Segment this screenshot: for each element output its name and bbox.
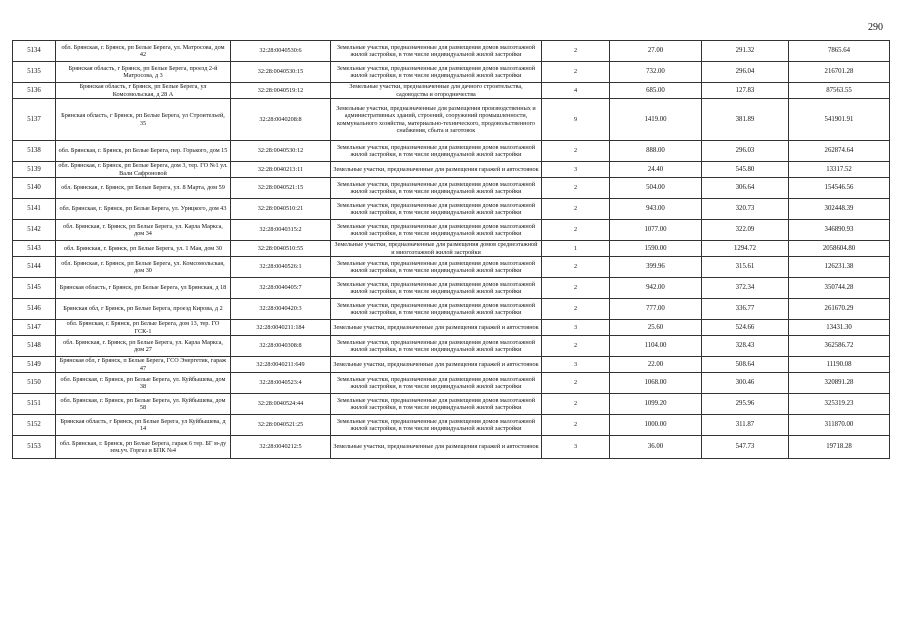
address-cell: обл. Брянская, г. Брянск, рп Белые Берега, ул. Куйбышева, дом 38 bbox=[56, 373, 231, 394]
cadastral-number-cell: 32:28:0040211:184 bbox=[231, 320, 331, 336]
table-row bbox=[13, 394, 890, 415]
address-cell: обл. Брянская, г. Брянск, рп Белые Берега, пер. Горького, дом 15 bbox=[56, 141, 231, 162]
area-cell: 1077.00 bbox=[610, 220, 702, 241]
cadastral-value-cell: 154546.56 bbox=[789, 178, 890, 199]
group-cell: 2 bbox=[542, 278, 610, 299]
area-cell: 399.96 bbox=[610, 257, 702, 278]
specific-value-cell: 336.77 bbox=[702, 299, 789, 320]
address-cell: Брянская обл, г Брянск, п Белые Берега, ГСО Энергетик, гараж 47 bbox=[56, 357, 231, 373]
table-row bbox=[13, 415, 890, 436]
area-cell: 22.00 bbox=[610, 357, 702, 373]
area-cell: 504.00 bbox=[610, 178, 702, 199]
address-cell: обл. Брянская, г. Брянск, рп Белые Берега, ул. Карла Маркса, дом 34 bbox=[56, 220, 231, 241]
cadastral-number-cell: 32:28:0040519:12 bbox=[231, 83, 331, 99]
cadastral-number-cell: 32:28:0040530:15 bbox=[231, 62, 331, 83]
land-use-cell: Земельные участки, предназначенные для размещения домов малоэтажной жилой застройки, в том числе индивидуальной жилой застройки bbox=[331, 278, 542, 299]
address-cell: обл. Брянская, г. Брянск, рп Белые Берега, дом 13, тер. ГО ГСК-1 bbox=[56, 320, 231, 336]
specific-value-cell: 1294.72 bbox=[702, 241, 789, 257]
area-cell: 943.00 bbox=[610, 199, 702, 220]
land-use-cell: Земельные участки, предназначенные для размещения производственных и административных зданий, строений, сооружений промышленности, коммунального хозяйства, материально-технического, продовольственного снабжения, сбыта и заготовок bbox=[331, 99, 542, 141]
group-cell: 2 bbox=[542, 220, 610, 241]
cadastral-value-cell: 126231.38 bbox=[789, 257, 890, 278]
area-cell: 732.00 bbox=[610, 62, 702, 83]
row-number: 5149 bbox=[13, 357, 56, 373]
group-cell: 9 bbox=[542, 99, 610, 141]
land-use-cell: Земельные участки, предназначенные для размещения домов малоэтажной жилой застройки, в том числе индивидуальной жилой застройки bbox=[331, 257, 542, 278]
land-use-cell: Земельные участки, предназначенные для размещения домов малоэтажной жилой застройки, в том числе индивидуальной жилой застройки bbox=[331, 299, 542, 320]
address-cell: Брянская обл, г Брянск, рп Белые Берега, проезд Кирова, д 2 bbox=[56, 299, 231, 320]
table-row bbox=[13, 220, 890, 241]
row-number: 5150 bbox=[13, 373, 56, 394]
land-use-cell: Земельные участки, предназначенные для размещения гаражей и автостоянок bbox=[331, 436, 542, 459]
cadastral-number-cell: 32:28:0040212:5 bbox=[231, 436, 331, 459]
area-cell: 1000.00 bbox=[610, 415, 702, 436]
table-row bbox=[13, 162, 890, 178]
specific-value-cell: 381.89 bbox=[702, 99, 789, 141]
cadastral-number-cell: 32:28:0040523:4 bbox=[231, 373, 331, 394]
address-cell: обл. Брянская, г. Брянск, рп Белые Берега, гараж 6 тер. БГ м-ду зем.уч. Горгаз и БПК №4 bbox=[56, 436, 231, 459]
group-cell: 2 bbox=[542, 373, 610, 394]
land-use-cell: Земельные участки, предназначенные для размещения домов малоэтажной жилой застройки, в том числе индивидуальной жилой застройки bbox=[331, 178, 542, 199]
row-number: 5134 bbox=[13, 41, 56, 62]
area-cell: 36.00 bbox=[610, 436, 702, 459]
cadastral-number-cell: 32:28:0040521:25 bbox=[231, 415, 331, 436]
cadastral-value-cell: 11190.08 bbox=[789, 357, 890, 373]
group-cell: 2 bbox=[542, 41, 610, 62]
address-cell: обл. Брянская, г. Брянск, рп Белые Берега, дом 3, тер. ГО №1 ул. Вали Сафроновой bbox=[56, 162, 231, 178]
group-cell: 2 bbox=[542, 199, 610, 220]
cadastral-number-cell: 32:28:0040208:8 bbox=[231, 99, 331, 141]
cadastral-value-cell: 262874.64 bbox=[789, 141, 890, 162]
cadastral-number-cell: 32:28:0040510:55 bbox=[231, 241, 331, 257]
specific-value-cell: 524.66 bbox=[702, 320, 789, 336]
row-number: 5153 bbox=[13, 436, 56, 459]
specific-value-cell: 372.34 bbox=[702, 278, 789, 299]
area-cell: 27.00 bbox=[610, 41, 702, 62]
land-use-cell: Земельные участки, предназначенные для размещения домов малоэтажной жилой застройки, в том числе индивидуальной жилой застройки bbox=[331, 336, 542, 357]
cadastral-value-cell: 19718.28 bbox=[789, 436, 890, 459]
group-cell: 2 bbox=[542, 257, 610, 278]
row-number: 5143 bbox=[13, 241, 56, 257]
cadastral-table bbox=[12, 40, 890, 459]
table-row bbox=[13, 83, 890, 99]
cadastral-value-cell: 320891.28 bbox=[789, 373, 890, 394]
land-use-cell: Земельные участки, предназначенные для размещения домов малоэтажной жилой застройки, в том числе индивидуальной жилой застройки bbox=[331, 373, 542, 394]
address-cell: обл. Брянская, г. Брянск, рп Белые Берега, ул. Матросова, дом 42 bbox=[56, 41, 231, 62]
table-row bbox=[13, 436, 890, 459]
table-row bbox=[13, 299, 890, 320]
group-cell: 3 bbox=[542, 320, 610, 336]
area-cell: 1099.20 bbox=[610, 394, 702, 415]
row-number: 5142 bbox=[13, 220, 56, 241]
table-body bbox=[13, 41, 890, 459]
cadastral-number-cell: 32:28:0040308:8 bbox=[231, 336, 331, 357]
specific-value-cell: 328.43 bbox=[702, 336, 789, 357]
table-row bbox=[13, 241, 890, 257]
row-number: 5151 bbox=[13, 394, 56, 415]
cadastral-value-cell: 7865.64 bbox=[789, 41, 890, 62]
specific-value-cell: 295.96 bbox=[702, 394, 789, 415]
table-row bbox=[13, 62, 890, 83]
table-row bbox=[13, 41, 890, 62]
cadastral-value-cell: 261670.29 bbox=[789, 299, 890, 320]
address-cell: Брянская область, г Брянск, рп Белые Берега, ул Брянская, д 18 bbox=[56, 278, 231, 299]
cadastral-value-cell: 87563.55 bbox=[789, 83, 890, 99]
area-cell: 25.60 bbox=[610, 320, 702, 336]
area-cell: 888.00 bbox=[610, 141, 702, 162]
land-use-cell: Земельные участки, предназначенные для дачного строительства, садоводства и огородничества bbox=[331, 83, 542, 99]
cadastral-value-cell: 350744.28 bbox=[789, 278, 890, 299]
table-row bbox=[13, 357, 890, 373]
cadastral-value-cell: 216701.28 bbox=[789, 62, 890, 83]
land-use-cell: Земельные участки, предназначенные для размещения домов среднеэтажной и многоэтажной жилой застройки bbox=[331, 241, 542, 257]
group-cell: 2 bbox=[542, 141, 610, 162]
specific-value-cell: 320.73 bbox=[702, 199, 789, 220]
row-number: 5139 bbox=[13, 162, 56, 178]
cadastral-value-cell: 541901.91 bbox=[789, 99, 890, 141]
address-cell: обл. Брянская, г. Брянск, рп Белые Берега, ул. 1 Мая, дом 30 bbox=[56, 241, 231, 257]
specific-value-cell: 127.83 bbox=[702, 83, 789, 99]
group-cell: 2 bbox=[542, 415, 610, 436]
cadastral-number-cell: 32:28:0040521:15 bbox=[231, 178, 331, 199]
address-cell: обл. Брянская, г. Брянск, рп Белые Берега, ул. 8 Марта, дом 59 bbox=[56, 178, 231, 199]
area-cell: 1590.00 bbox=[610, 241, 702, 257]
cadastral-number-cell: 32:28:0040420:3 bbox=[231, 299, 331, 320]
group-cell: 2 bbox=[542, 336, 610, 357]
address-cell: обл. Брянская, г. Брянск, рп Белые Берега, ул. Карла Маркса, дом 27 bbox=[56, 336, 231, 357]
cadastral-value-cell: 13431.30 bbox=[789, 320, 890, 336]
specific-value-cell: 322.09 bbox=[702, 220, 789, 241]
group-cell: 3 bbox=[542, 357, 610, 373]
cadastral-number-cell: 32:28:0040530:6 bbox=[231, 41, 331, 62]
cadastral-value-cell: 362586.72 bbox=[789, 336, 890, 357]
row-number: 5146 bbox=[13, 299, 56, 320]
area-cell: 24.40 bbox=[610, 162, 702, 178]
land-use-cell: Земельные участки, предназначенные для размещения домов малоэтажной жилой застройки, в том числе индивидуальной жилой застройки bbox=[331, 199, 542, 220]
cadastral-value-cell: 2058604.80 bbox=[789, 241, 890, 257]
specific-value-cell: 296.03 bbox=[702, 141, 789, 162]
cadastral-number-cell: 32:28:0040510:21 bbox=[231, 199, 331, 220]
specific-value-cell: 300.46 bbox=[702, 373, 789, 394]
row-number: 5145 bbox=[13, 278, 56, 299]
row-number: 5152 bbox=[13, 415, 56, 436]
row-number: 5148 bbox=[13, 336, 56, 357]
group-cell: 2 bbox=[542, 394, 610, 415]
specific-value-cell: 545.80 bbox=[702, 162, 789, 178]
area-cell: 1104.00 bbox=[610, 336, 702, 357]
land-use-cell: Земельные участки, предназначенные для размещения домов малоэтажной жилой застройки, в том числе индивидуальной жилой застройки bbox=[331, 141, 542, 162]
group-cell: 2 bbox=[542, 299, 610, 320]
row-number: 5147 bbox=[13, 320, 56, 336]
cadastral-value-cell: 346890.93 bbox=[789, 220, 890, 241]
group-cell: 3 bbox=[542, 436, 610, 459]
specific-value-cell: 315.61 bbox=[702, 257, 789, 278]
table-row bbox=[13, 278, 890, 299]
table-row bbox=[13, 99, 890, 141]
cadastral-value-cell: 325319.23 bbox=[789, 394, 890, 415]
table-row bbox=[13, 199, 890, 220]
group-cell: 2 bbox=[542, 62, 610, 83]
land-use-cell: Земельные участки, предназначенные для размещения домов малоэтажной жилой застройки, в том числе индивидуальной жилой застройки bbox=[331, 41, 542, 62]
table-row bbox=[13, 178, 890, 199]
row-number: 5137 bbox=[13, 99, 56, 141]
cadastral-number-cell: 32:28:0040526:1 bbox=[231, 257, 331, 278]
area-cell: 685.00 bbox=[610, 83, 702, 99]
table-row bbox=[13, 320, 890, 336]
land-use-cell: Земельные участки, предназначенные для размещения гаражей и автостоянок bbox=[331, 162, 542, 178]
table-row bbox=[13, 336, 890, 357]
specific-value-cell: 291.32 bbox=[702, 41, 789, 62]
specific-value-cell: 508.64 bbox=[702, 357, 789, 373]
address-cell: обл. Брянская, г. Брянск, рп Белые Берега, ул. Куйбышева, дом 58 bbox=[56, 394, 231, 415]
table-row bbox=[13, 373, 890, 394]
group-cell: 4 bbox=[542, 83, 610, 99]
row-number: 5144 bbox=[13, 257, 56, 278]
cadastral-number-cell: 32:28:0040524:44 bbox=[231, 394, 331, 415]
specific-value-cell: 547.73 bbox=[702, 436, 789, 459]
group-cell: 2 bbox=[542, 178, 610, 199]
land-use-cell: Земельные участки, предназначенные для размещения домов малоэтажной жилой застройки, в том числе индивидуальной жилой застройки bbox=[331, 220, 542, 241]
address-cell: обл. Брянская, г. Брянск, рп Белые Берега, ул. Комсомольская, дом 30 bbox=[56, 257, 231, 278]
table-row bbox=[13, 257, 890, 278]
cadastral-number-cell: 32:28:0040211:649 bbox=[231, 357, 331, 373]
row-number: 5136 bbox=[13, 83, 56, 99]
address-cell: Брянская область, г Брянск, рп Белые Берега, ул Комсомольская, д 28 А bbox=[56, 83, 231, 99]
specific-value-cell: 306.64 bbox=[702, 178, 789, 199]
cadastral-number-cell: 32:28:0040405:7 bbox=[231, 278, 331, 299]
cadastral-value-cell: 13317.52 bbox=[789, 162, 890, 178]
land-use-cell: Земельные участки, предназначенные для размещения гаражей и автостоянок bbox=[331, 320, 542, 336]
area-cell: 1419.00 bbox=[610, 99, 702, 141]
address-cell: обл. Брянская, г. Брянск, рп Белые Берега, ул. Урицкого, дом 43 bbox=[56, 199, 231, 220]
table-row bbox=[13, 141, 890, 162]
land-use-cell: Земельные участки, предназначенные для размещения домов малоэтажной жилой застройки, в том числе индивидуальной жилой застройки bbox=[331, 62, 542, 83]
area-cell: 1068.00 bbox=[610, 373, 702, 394]
address-cell: Брянская область, г Брянск, рп Белые Берега, проезд 2-й Матросова, д 3 bbox=[56, 62, 231, 83]
page-number: 290 bbox=[868, 22, 883, 33]
land-use-cell: Земельные участки, предназначенные для размещения домов малоэтажной жилой застройки, в том числе индивидуальной жилой застройки bbox=[331, 415, 542, 436]
group-cell: 3 bbox=[542, 162, 610, 178]
address-cell: Брянская область, г Брянск, рп Белые Берега, ул Куйбышева, д 14 bbox=[56, 415, 231, 436]
address-cell: Брянская область, г Брянск, рп Белые Берега, ул Строительей, 35 bbox=[56, 99, 231, 141]
area-cell: 942.00 bbox=[610, 278, 702, 299]
row-number: 5140 bbox=[13, 178, 56, 199]
row-number: 5135 bbox=[13, 62, 56, 83]
row-number: 5138 bbox=[13, 141, 56, 162]
cadastral-number-cell: 32:28:0040530:12 bbox=[231, 141, 331, 162]
row-number: 5141 bbox=[13, 199, 56, 220]
cadastral-value-cell: 302448.39 bbox=[789, 199, 890, 220]
specific-value-cell: 311.87 bbox=[702, 415, 789, 436]
cadastral-value-cell: 311870.00 bbox=[789, 415, 890, 436]
specific-value-cell: 296.04 bbox=[702, 62, 789, 83]
land-use-cell: Земельные участки, предназначенные для размещения домов малоэтажной жилой застройки, в том числе индивидуальной жилой застройки bbox=[331, 394, 542, 415]
group-cell: 1 bbox=[542, 241, 610, 257]
cadastral-number-cell: 32:28:0040213:11 bbox=[231, 162, 331, 178]
area-cell: 777.00 bbox=[610, 299, 702, 320]
land-use-cell: Земельные участки, предназначенные для размещения гаражей и автостоянок bbox=[331, 357, 542, 373]
cadastral-number-cell: 32:28:0040315:2 bbox=[231, 220, 331, 241]
